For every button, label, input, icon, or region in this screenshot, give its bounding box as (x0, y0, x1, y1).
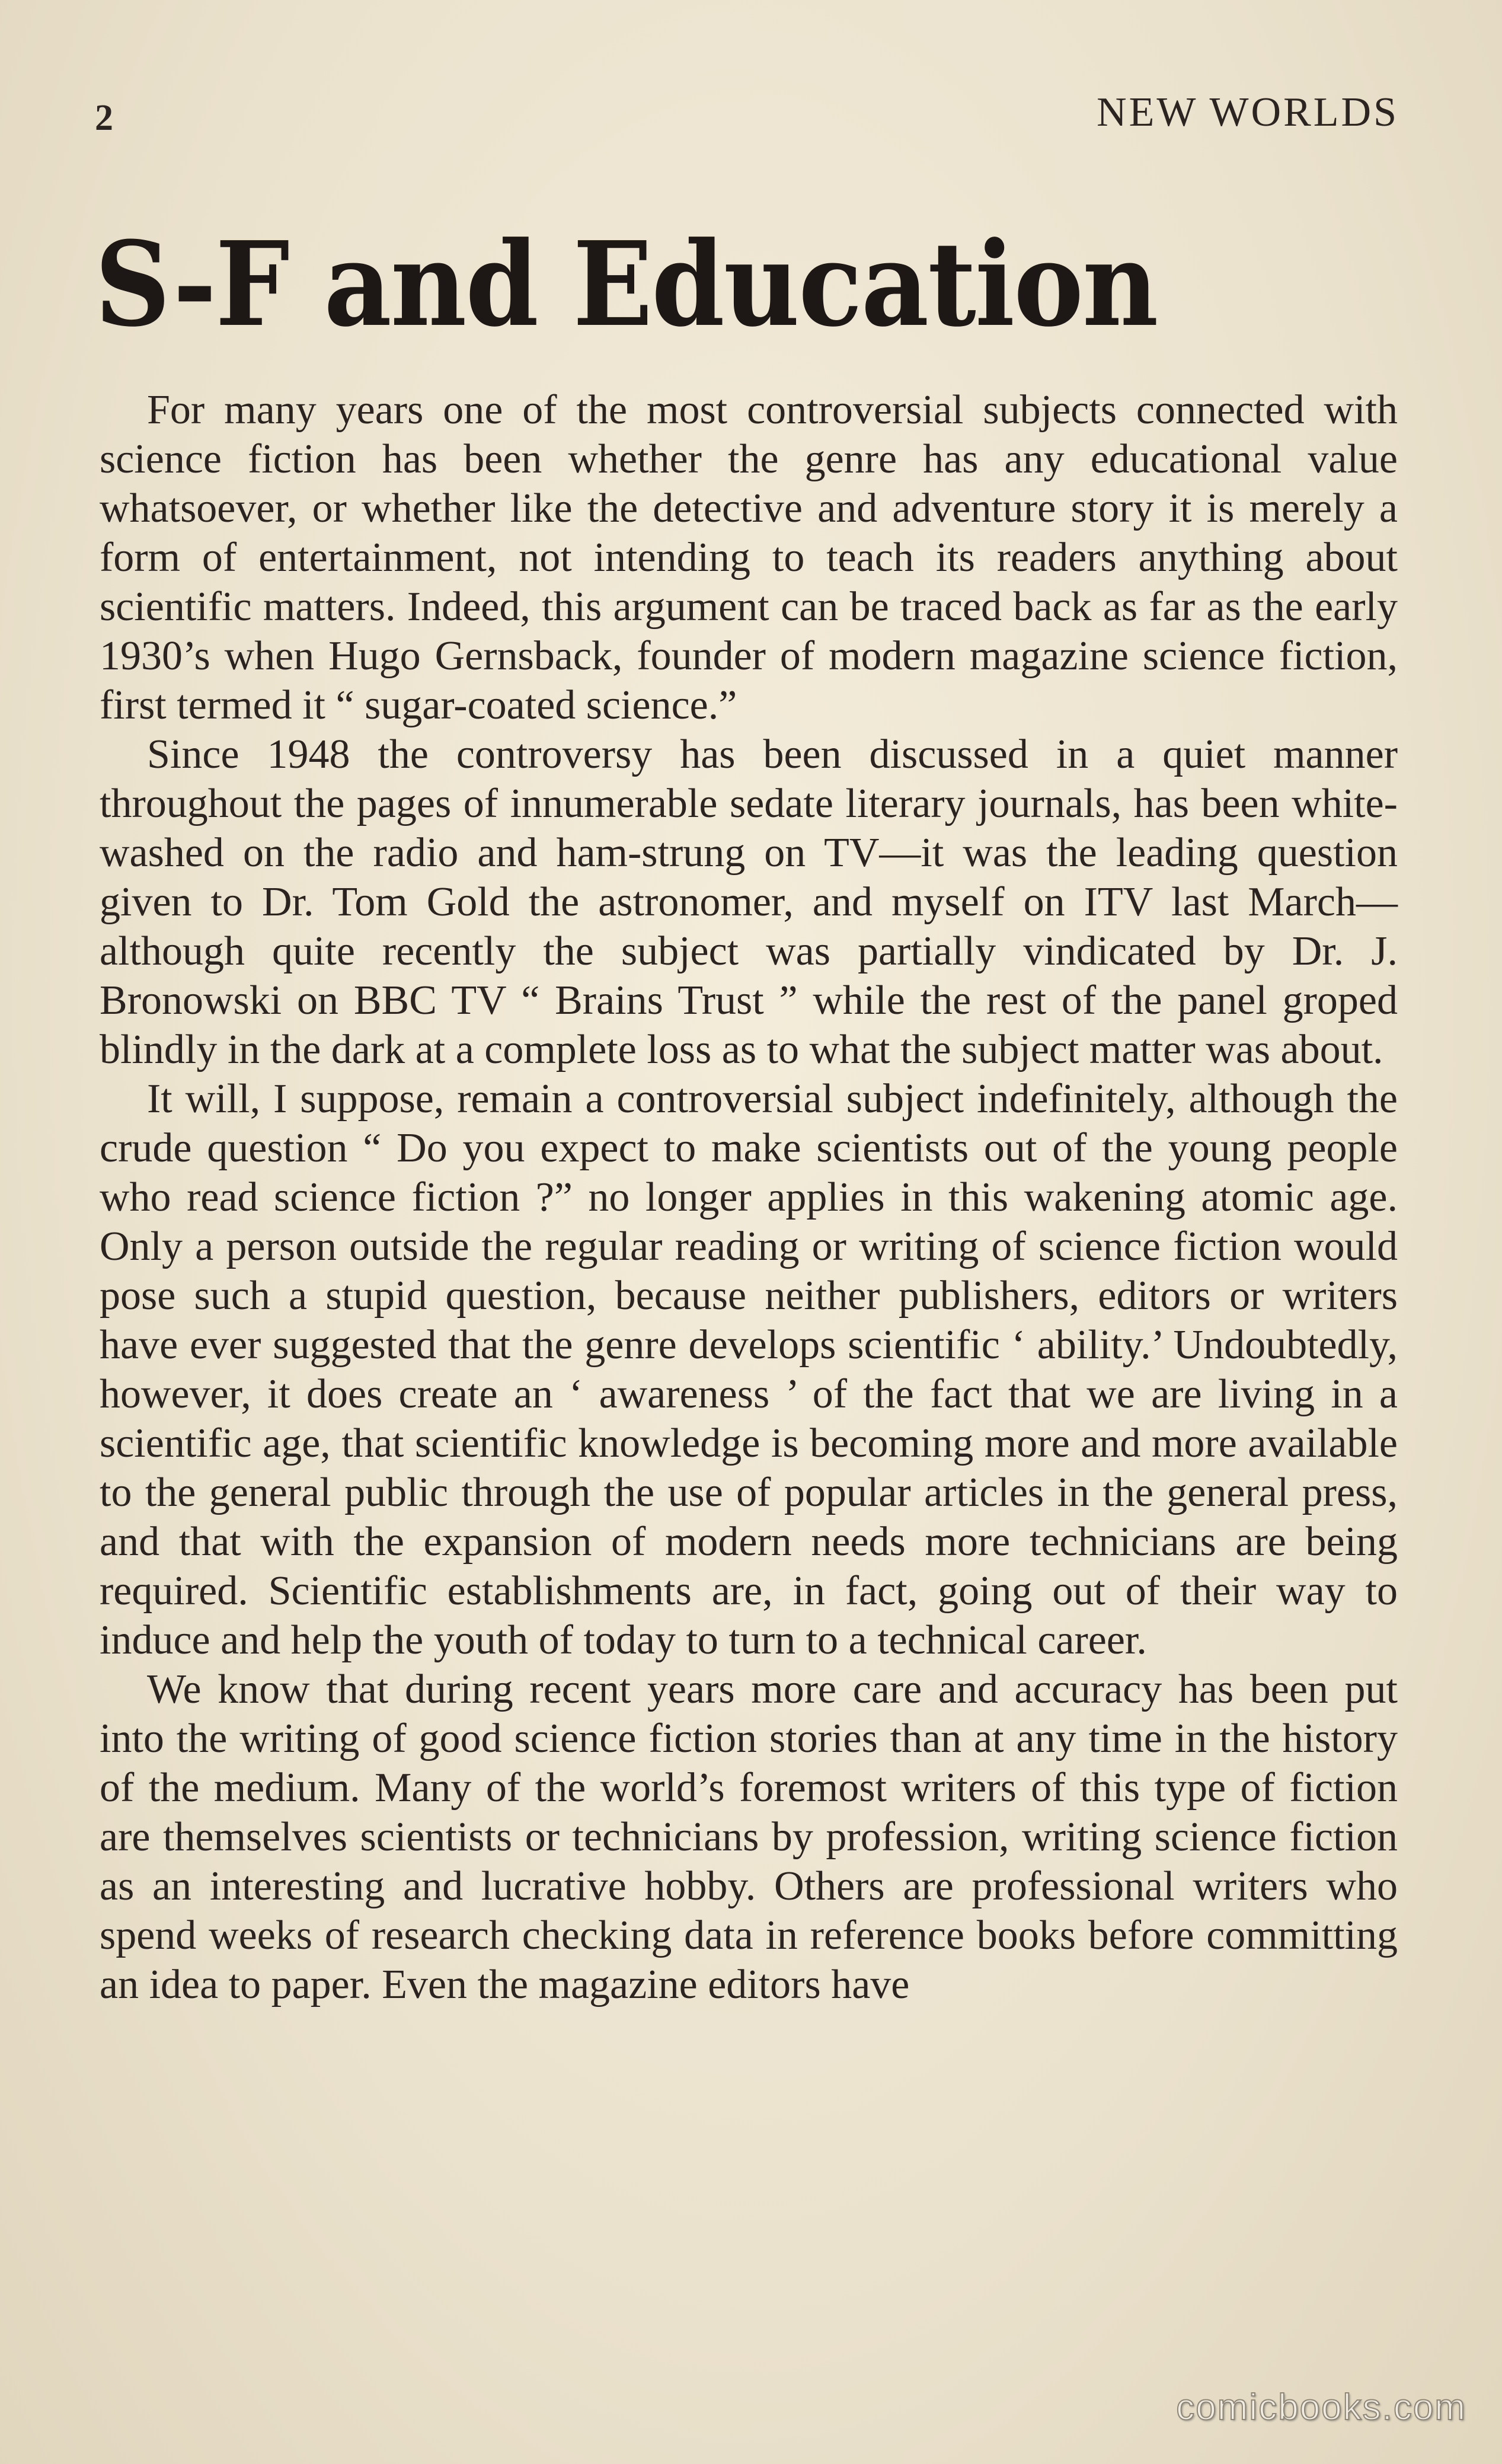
page-header (95, 89, 1399, 154)
paragraph: It will, I suppose, remain a controversial subject indefinitely, although the crude question “ Do you expect to make scientists out of the young people who read science fiction ?” no longer applies in this wakening atomic age. Only a person outside the regular reading or writing of science fiction would pose such a stupid question, because neither publishers, editors or writers have ever suggested that the genre develops scientific ‘ ability.’ Undoubtedly, however, it does create an ‘ awareness ’ of the fact that we are living in a scientific age, that scientific knowledge is becoming more and more available to the general public through the use of popular articles in the general press, and that with the expansion of modern needs more technicians are being required. Scientific establishments are, in fact, going out of their way to induce and help the youth of today to turn to a technical career. (100, 1076, 1398, 1663)
page-number: 2 (95, 98, 113, 138)
article-title: S-F and Education (95, 216, 1158, 353)
paragraph: Since 1948 the controversy has been discussed in a quiet manner throughout the pages of innumerable sedate literary journals, has been white-washed on the radio and ham-strung on TV—it was the leading question given to Dr. Tom Gold the astronomer, and myself on ITV last March—although quite recently the subject was partially vindicated by Dr. J. Bronowski on BBC TV “ Brains Trust ” while the rest of the panel groped blindly in the dark at a complete loss as to what the subject matter was about. (100, 732, 1398, 1073)
paragraph: For many years one of the most controversial subjects connected with science fiction has been whether the genre has any educational value whatsoever, or whether like the detective and adventure story it is merely a form of entertainment, not intending to teach its readers anything about scientific matters. Indeed, this argument can be traced back as far as the early 1930’s when Hugo Gernsback, founder of modern magazine science fiction, first termed it “ sugar-coated science.” (100, 387, 1398, 728)
watermark: comicbooks.com (1176, 2387, 1466, 2428)
running-head: NEW WORLDS (1097, 90, 1399, 135)
paragraph: We know that during recent years more care and accuracy has been put into the writing of good science fiction stories than at any time in the history of the medium. Many of the world’s foremost writers of this type of fiction are themselves scientists or technicians by profession, writing science fiction as an interesting and lucrative hobby. Others are professional writers who spend weeks of research checking data in reference books before committing an idea to paper. Even the magazine editors have (100, 1667, 1398, 2007)
article-body (100, 385, 1398, 2009)
